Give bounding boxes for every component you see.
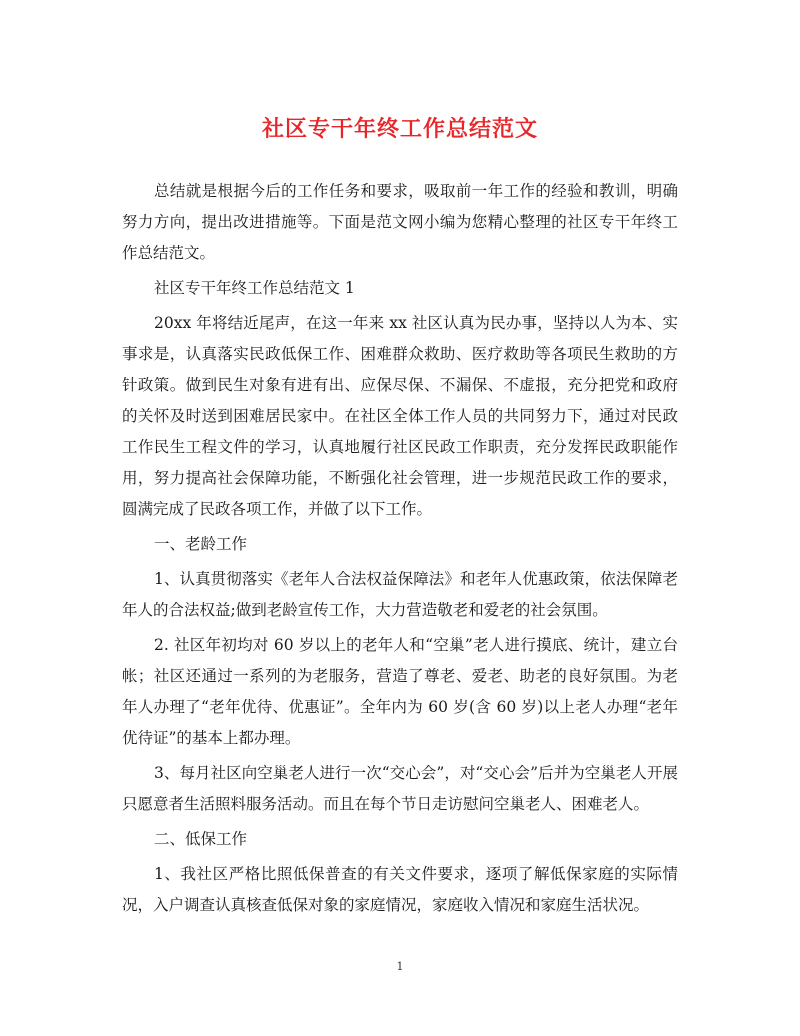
list-item-paragraph: 2. 社区年初均对 60 岁以上的老年人和“空巢”老人进行摸底、统计，建立台帐；社区还通过一系列的为老服务，营造了尊老、爱老、助老的良好氛围。为老年人办理了“老年优待、优惠证”。全年内为 60 岁(含 60 岁)以上老人办理“老年优待证”的基本上都办理。 (122, 636, 678, 747)
intro-paragraph: 总结就是根据今后的工作任务和要求，吸取前一年工作的经验和教训，明确努力方向，提出改进措施等。下面是范文网小编为您精心整理的社区专干年终工作总结范文。 (122, 182, 678, 262)
page-number: 1 (396, 960, 404, 973)
section-heading-elderly-work: 一、老龄工作 (154, 535, 248, 553)
body-paragraph: 20xx 年将结近尾声，在这一年来 xx 社区认真为民办事，坚持以人为本、实事求是，认真落实民政低保工作、困难群众救助、医疗救助等各项民生救助的方针政策。做到民生对象有进有出、应保尽保、不漏保、不虚报，充分把党和政府的关怀及时送到困难居民家中。在社区全体工作人员的共同努力下，通过对民政工作民生工程文件的学习，认真地履行社区民政工作职责，充分发挥民政职能作用，努力提高社会保障功能，不断强化社会管理，进一步规范民政工作的要求，圆满完成了民政各项工作，并做了以下工作。 (122, 314, 678, 518)
list-item-paragraph: 1、我社区严格比照低保普查的有关文件要求，逐项了解低保家庭的实际情况，入户调查认真核查低保对象的家庭情况，家庭收入情况和家庭生活状况。 (122, 865, 678, 914)
list-item-paragraph: 3、每月社区向空巢老人进行一次“交心会”，对“交心会”后并为空巢老人开展只愿意者生活照料服务活动。而且在每个节日走访慰问空巢老人、困难老人。 (122, 764, 678, 813)
document-body (122, 176, 678, 925)
section-heading-subsistence-work: 二、低保工作 (154, 830, 248, 848)
section-heading-example-1: 社区专干年终工作总结范文 1 (154, 279, 355, 297)
document-title: 社区专干年终工作总结范文 (261, 116, 538, 142)
list-item-paragraph: 1、认真贯彻落实《老年人合法权益保障法》和老年人优惠政策，依法保障老年人的合法权益;做到老龄宣传工作，大力营造敬老和爱老的社会氛围。 (122, 570, 678, 619)
